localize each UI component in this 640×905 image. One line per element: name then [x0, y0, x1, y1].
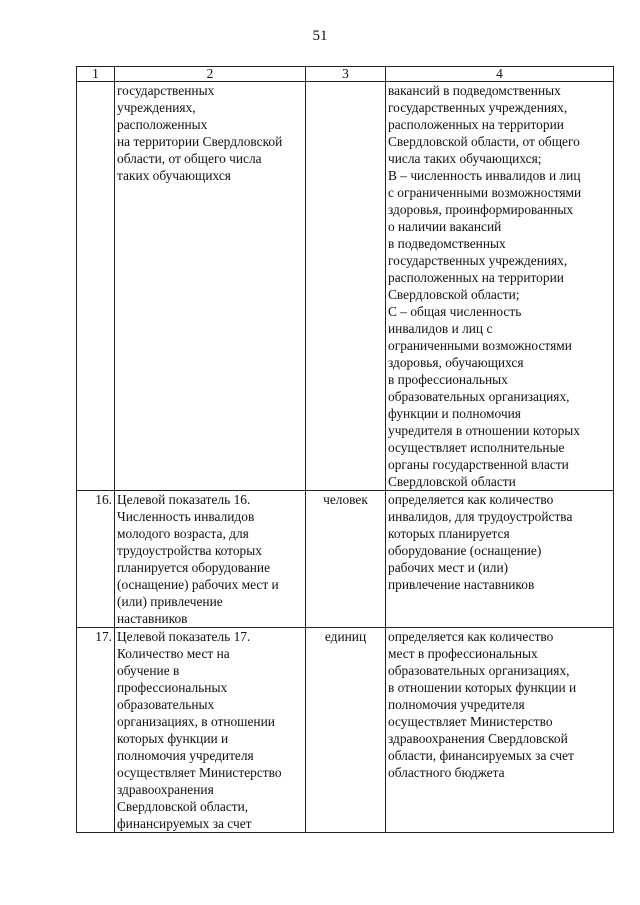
indicator-name: Целевой показатель 17. Количество мест на обучение в профессиональных образовательных организациях, в отношении которых функции и полномочия учредителя осуществляет Министерство здравоохранения Свердловской области, финансируемых за счет	[115, 628, 306, 833]
unit-of-measure: человек	[306, 491, 386, 628]
indicator-name: Целевой показатель 16. Численность инвалидов молодого возраста, для трудоустройства которых планируется оборудование (оснащение) рабочих мест и (или) привлечение наставников	[115, 491, 306, 628]
row-number: 16.	[77, 491, 115, 628]
indicator-table	[76, 66, 614, 833]
indicator-definition: вакансий в подведомственных государственных учреждениях, расположенных на территории Свердловской области, от общего числа таких обучающихся; B – численность инвалидов и лиц с ограниченными возможностями здоровья, проинформированных о наличии вакансий в подведомственных государственных учреждениях, расположенных на территории Свердловской области; C – общая численность инвалидов и лиц с ограниченными возможностями здоровья, обучающихся в профессиональных образовательных организациях, функции и полномочия учредителя в отношении которых осуществляет исполнительные органы государственной власти Свердловской области	[386, 82, 614, 491]
table-row	[77, 628, 614, 833]
column-header: 1	[77, 67, 115, 82]
column-header: 4	[386, 67, 614, 82]
page-number: 51	[312, 28, 328, 44]
indicator-definition: определяется как количество инвалидов, для трудоустройства которых планируется оборудование (оснащение) рабочих мест и (или) привлечение наставников	[386, 491, 614, 628]
row-number: 17.	[77, 628, 115, 833]
row-number	[77, 82, 115, 491]
unit-of-measure: единиц	[306, 628, 386, 833]
column-header: 3	[306, 67, 386, 82]
indicator-name: государственных учреждениях, расположенных на территории Свердловской области, от общего числа таких обучающихся	[115, 82, 306, 491]
table-row	[77, 82, 614, 491]
unit-of-measure	[306, 82, 386, 491]
table-row	[77, 491, 614, 628]
indicator-definition: определяется как количество мест в профессиональных образовательных организациях, в отношении которых функции и полномочия учредителя осуществляет Министерство здравоохранения Свердловской области, финансируемых за счет областного бюджета	[386, 628, 614, 833]
column-header: 2	[115, 67, 306, 82]
table-header-row	[77, 67, 614, 82]
